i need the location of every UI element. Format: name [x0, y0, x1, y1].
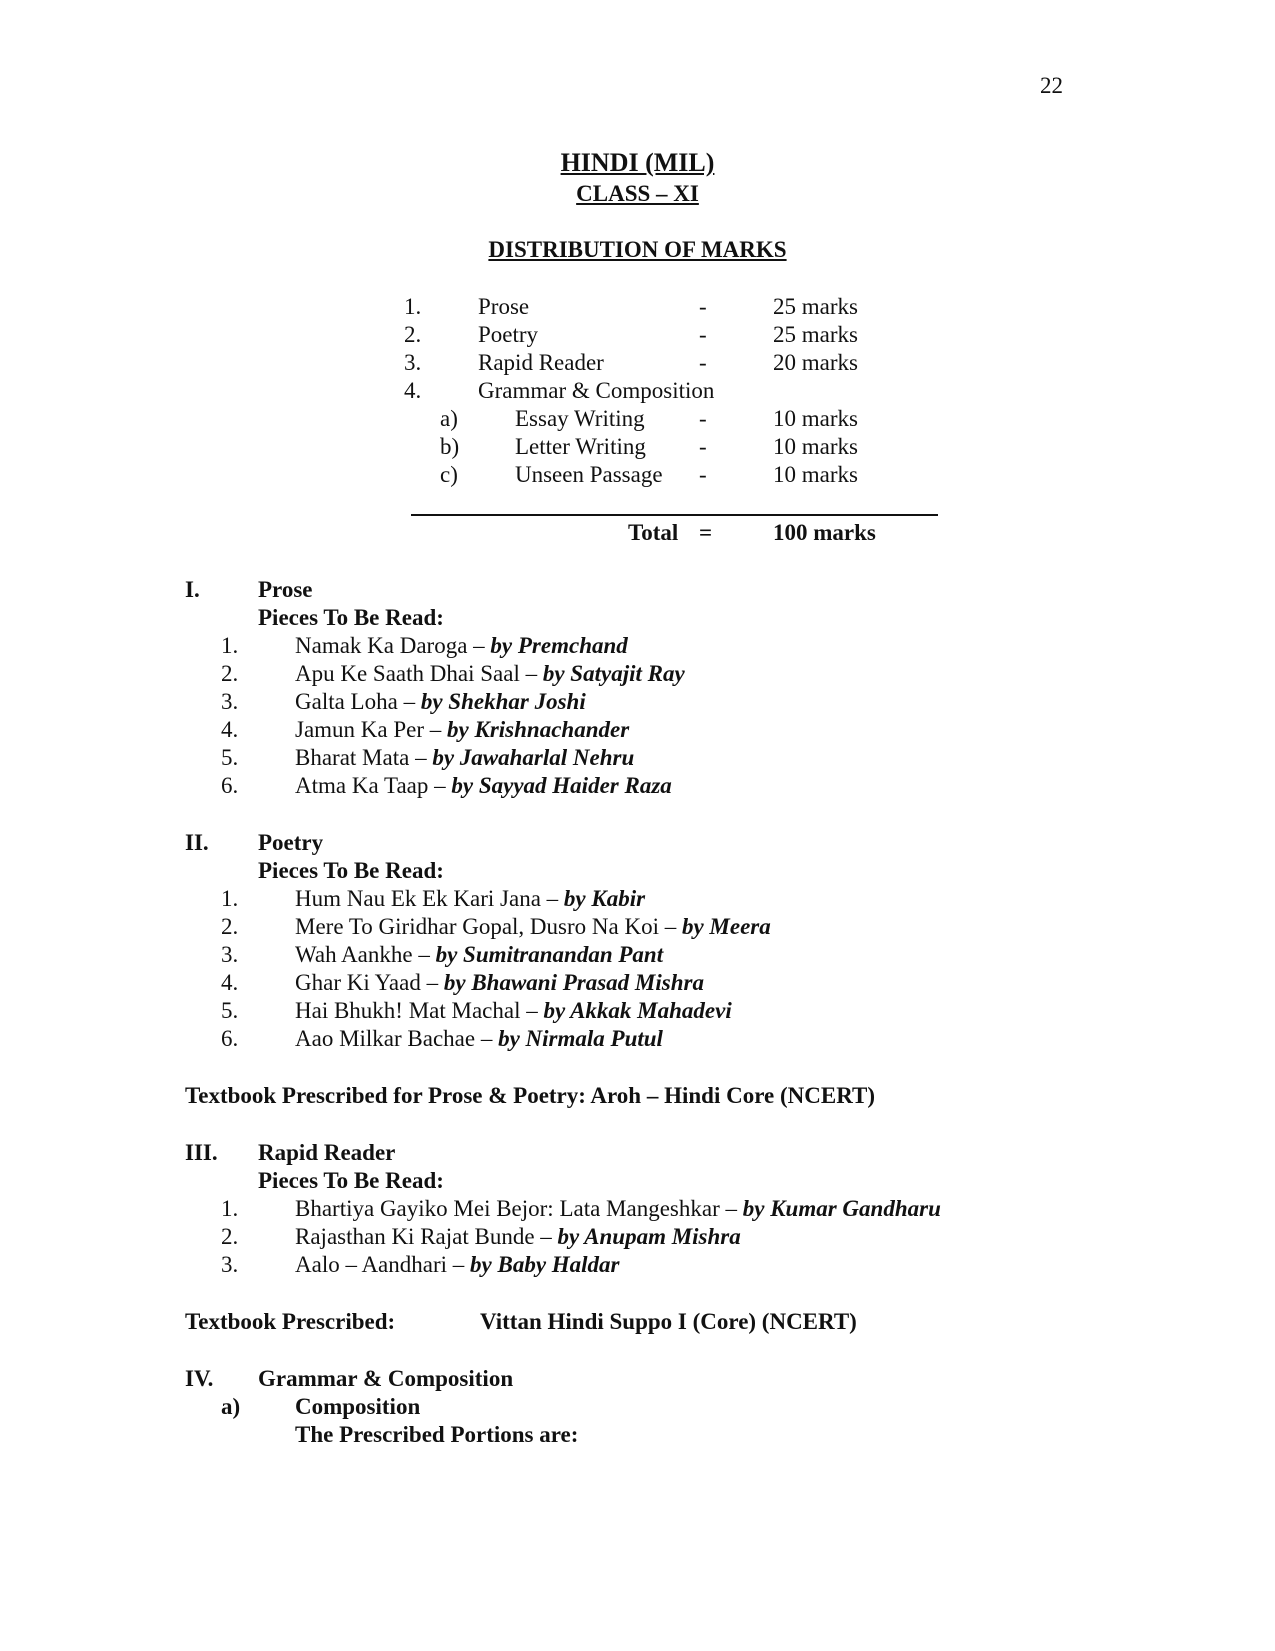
subrow-marks: 10 marks: [773, 406, 858, 431]
item-author: by Akkak Mahadevi: [543, 998, 732, 1023]
item-number: 4.: [221, 970, 239, 995]
row-marks: 25 marks: [773, 294, 858, 319]
item-author: by Shekhar Joshi: [420, 689, 586, 714]
item-text: [295, 1195, 941, 1223]
item-author: by Premchand: [490, 633, 628, 658]
subsection-letter: a): [221, 1394, 241, 1419]
total-divider: [411, 514, 938, 516]
row-label: Grammar & Composition: [478, 378, 715, 403]
subrow-letter: c): [440, 462, 458, 487]
item-number: 4.: [221, 717, 239, 742]
item-author: by Nirmala Putul: [498, 1026, 663, 1051]
item-text: [295, 997, 732, 1025]
item-author: by Bhawani Prasad Mishra: [443, 970, 704, 995]
item-title: Bhartiya Gayiko Mei Bejor: Lata Mangeshkar –: [295, 1196, 737, 1221]
section-title: Prose: [258, 577, 313, 602]
item-number: 6.: [221, 773, 239, 798]
textbook-label: Textbook Prescribed:: [185, 1309, 396, 1334]
item-title: Jamun Ka Per –: [295, 717, 442, 742]
row-dash: -: [699, 322, 707, 347]
item-text: [295, 969, 704, 997]
item-number: 2.: [221, 661, 239, 686]
item-title: Hai Bhukh! Mat Machal –: [295, 998, 538, 1023]
subrow-letter: b): [440, 434, 460, 459]
item-number: 6.: [221, 1026, 239, 1051]
subrow-dash: -: [699, 462, 707, 487]
total-value: 100 marks: [773, 520, 876, 545]
item-title: Hum Nau Ek Ek Kari Jana –: [295, 886, 559, 911]
row-label: Prose: [478, 294, 530, 319]
row-number: 2.: [404, 322, 422, 347]
row-number: 3.: [404, 350, 422, 375]
document-title: HINDI (MIL): [560, 148, 715, 177]
row-dash: -: [699, 294, 707, 319]
subrow-marks: 10 marks: [773, 462, 858, 487]
row-label: Poetry: [478, 322, 539, 347]
item-author: by Sumitranandan Pant: [435, 942, 664, 967]
item-text: [295, 688, 586, 716]
item-number: 5.: [221, 998, 239, 1023]
subsection-text: The Prescribed Portions are:: [295, 1422, 579, 1447]
item-author: by Krishnachander: [447, 717, 630, 742]
item-title: Wah Aankhe –: [295, 942, 430, 967]
item-text: [295, 632, 628, 660]
item-title: Galta Loha –: [295, 689, 416, 714]
section-title: Poetry: [258, 830, 324, 855]
row-number: 1.: [404, 294, 422, 319]
total-label: Total: [628, 520, 679, 545]
item-text: [295, 660, 685, 688]
item-title: Namak Ka Daroga –: [295, 633, 485, 658]
item-text: [295, 744, 634, 772]
item-number: 1.: [221, 886, 239, 911]
subrow-label: Unseen Passage: [515, 462, 663, 487]
item-text: [295, 1251, 620, 1279]
item-author: by Kabir: [563, 886, 646, 911]
item-number: 3.: [221, 689, 239, 714]
item-number: 3.: [221, 1252, 239, 1277]
total-equals: =: [699, 520, 713, 545]
subrow-letter: a): [440, 406, 458, 431]
item-title: Apu Ke Saath Dhai Saal –: [295, 661, 538, 686]
item-text: [295, 1223, 741, 1251]
section-numeral: IV.: [185, 1366, 214, 1391]
item-author: by Baby Haldar: [470, 1252, 620, 1277]
item-number: 2.: [221, 914, 239, 939]
subrow-dash: -: [699, 406, 707, 431]
subrow-label: Letter Writing: [515, 434, 646, 459]
item-author: by Meera: [681, 914, 771, 939]
textbook-prose-poetry: Textbook Prescribed for Prose & Poetry: Aroh – Hindi Core (NCERT): [185, 1083, 875, 1108]
item-author: by Satyajit Ray: [542, 661, 685, 686]
row-marks: 25 marks: [773, 322, 858, 347]
row-marks: 20 marks: [773, 350, 858, 375]
distribution-heading: DISTRIBUTION OF MARKS: [488, 237, 787, 262]
item-author: by Kumar Gandharu: [742, 1196, 941, 1221]
section-title: Rapid Reader: [258, 1140, 396, 1165]
row-label: Rapid Reader: [478, 350, 604, 375]
item-number: 1.: [221, 633, 239, 658]
item-title: Rajasthan Ki Rajat Bunde –: [295, 1224, 552, 1249]
item-title: Aao Milkar Bachae –: [295, 1026, 493, 1051]
subrow-marks: 10 marks: [773, 434, 858, 459]
textbook-value: Vittan Hindi Suppo I (Core) (NCERT): [480, 1309, 857, 1334]
item-number: 5.: [221, 745, 239, 770]
section-subheading: Pieces To Be Read:: [258, 605, 444, 630]
section-title: Grammar & Composition: [258, 1366, 514, 1391]
section-numeral: II.: [185, 830, 209, 855]
item-text: [295, 772, 672, 800]
section-numeral: I.: [185, 577, 200, 602]
item-number: 1.: [221, 1196, 239, 1221]
item-number: 3.: [221, 942, 239, 967]
item-number: 2.: [221, 1224, 239, 1249]
section-numeral: III.: [185, 1140, 218, 1165]
item-author: by Jawaharlal Nehru: [432, 745, 635, 770]
item-title: Bharat Mata –: [295, 745, 427, 770]
row-number: 4.: [404, 378, 422, 403]
row-dash: -: [699, 350, 707, 375]
item-text: [295, 885, 645, 913]
item-title: Aalo – Aandhari –: [295, 1252, 465, 1277]
page-number: 22: [1040, 73, 1063, 98]
class-subtitle: CLASS – XI: [576, 181, 699, 206]
subrow-label: Essay Writing: [515, 406, 645, 431]
subsection-title: Composition: [295, 1394, 421, 1419]
item-author: by Sayyad Haider Raza: [451, 773, 672, 798]
subrow-dash: -: [699, 434, 707, 459]
item-title: Mere To Giridhar Gopal, Dusro Na Koi –: [295, 914, 677, 939]
item-text: [295, 941, 663, 969]
item-title: Atma Ka Taap –: [295, 773, 446, 798]
item-text: [295, 716, 629, 744]
item-text: [295, 913, 771, 941]
item-title: Ghar Ki Yaad –: [295, 970, 439, 995]
item-text: [295, 1025, 663, 1053]
item-author: by Anupam Mishra: [557, 1224, 741, 1249]
section-subheading: Pieces To Be Read:: [258, 858, 444, 883]
section-subheading: Pieces To Be Read:: [258, 1168, 444, 1193]
